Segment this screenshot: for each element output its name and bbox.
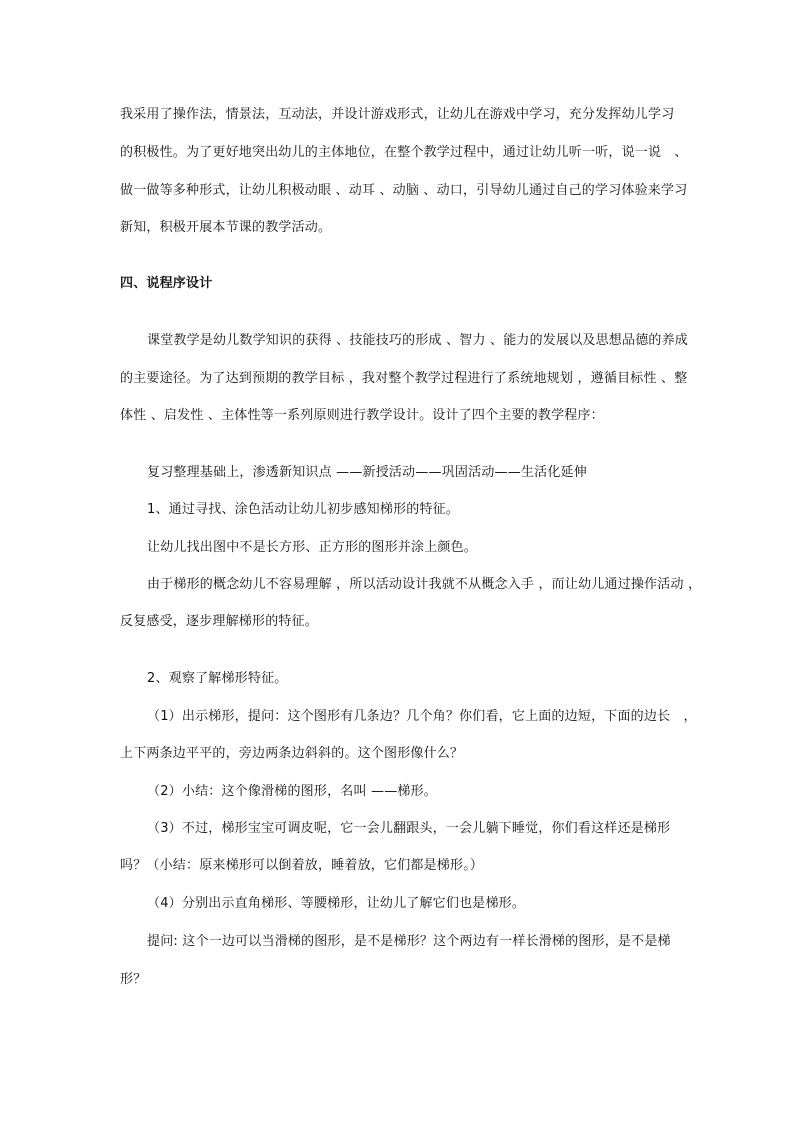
paragraph-line: 课堂教学是幼儿数学知识的获得 、技能技巧的形成 、智力 、能力的发展以及思想品德的养成 [147,333,688,348]
paragraph-line: 由于梯形的概念幼儿不容易理解 ，所以活动设计我就不从概念入手 ，而让幼儿通过操作活动 ， [147,577,702,592]
paragraph-line: 体性 、启发性 、主体性等一系列原则进行教学设计。设计了四个主要的教学程序： [120,408,604,423]
paragraph-line: 反复感受，逐步理解梯形的特征。 [120,614,319,629]
paragraph-line: （4）分别出示直角梯形、等腰梯形，让幼儿了解它们也是梯形。 [147,896,526,911]
paragraph-line: 做一做等多种形式，让幼儿积极动眼 、动耳 、动脑 、动口，引导幼儿通过自己的学习体验来学习 [120,183,688,198]
paragraph-line: 我采用了操作法，情景法，互动法，并设计游戏形式，让幼儿在游戏中学习，充分发挥幼儿学习 [120,107,675,122]
paragraph-line: 新知，积极开展本节课的教学活动。 [120,220,332,235]
paragraph-line: （1）出示梯形，提问：这个图形有几条边？几个角？你们看，它上面的边短，下面的边长 ， [147,709,697,724]
list-item: 1、通过寻找、涂色活动让幼儿初步感知梯形的特征。 [147,502,460,517]
paragraph-line: 上下两条边平平的，旁边两条边斜斜的。这个图形像什么？ [120,746,464,761]
paragraph-line: 的积极性。为了更好地突出幼儿的主体地位，在整个教学过程中，通过让幼儿听一听，说一说 、 [120,145,688,160]
paragraph-line: 的主要途径。为了达到预期的教学目标 ，我对整个教学过程进行了系统地规划 ，遵循目标性 、整 [120,371,688,386]
paragraph-line: （3）不过，梯形宝宝可调皮呢，它一会儿翻跟头，一会儿躺下睡觉，你们看这样还是梯形 [147,821,671,836]
paragraph-line: （2）小结：这个像滑梯的图形，名叫 ——梯形。 [147,784,438,799]
paragraph-line: 吗？（小结：原来梯形可以倒着放，睡着放，它们都是梯形。） [120,858,484,873]
paragraph-line: 形？ [120,972,147,987]
paragraph-line: 提问: 这个一边可以当滑梯的图形，是不是梯形？这个两边有一样长滑梯的图形，是不是梯 [147,934,671,949]
paragraph-line: 复习整理基础上，渗透新知识点 ——新授活动——巩固活动——生活化延伸 [147,465,587,480]
paragraph-line: 让幼儿找出图中不是长方形、正方形的图形并涂上颜色。 [147,540,478,555]
section-heading: 四、说程序设计 [120,276,213,291]
list-item: 2、观察了解梯形特征。 [147,671,288,686]
